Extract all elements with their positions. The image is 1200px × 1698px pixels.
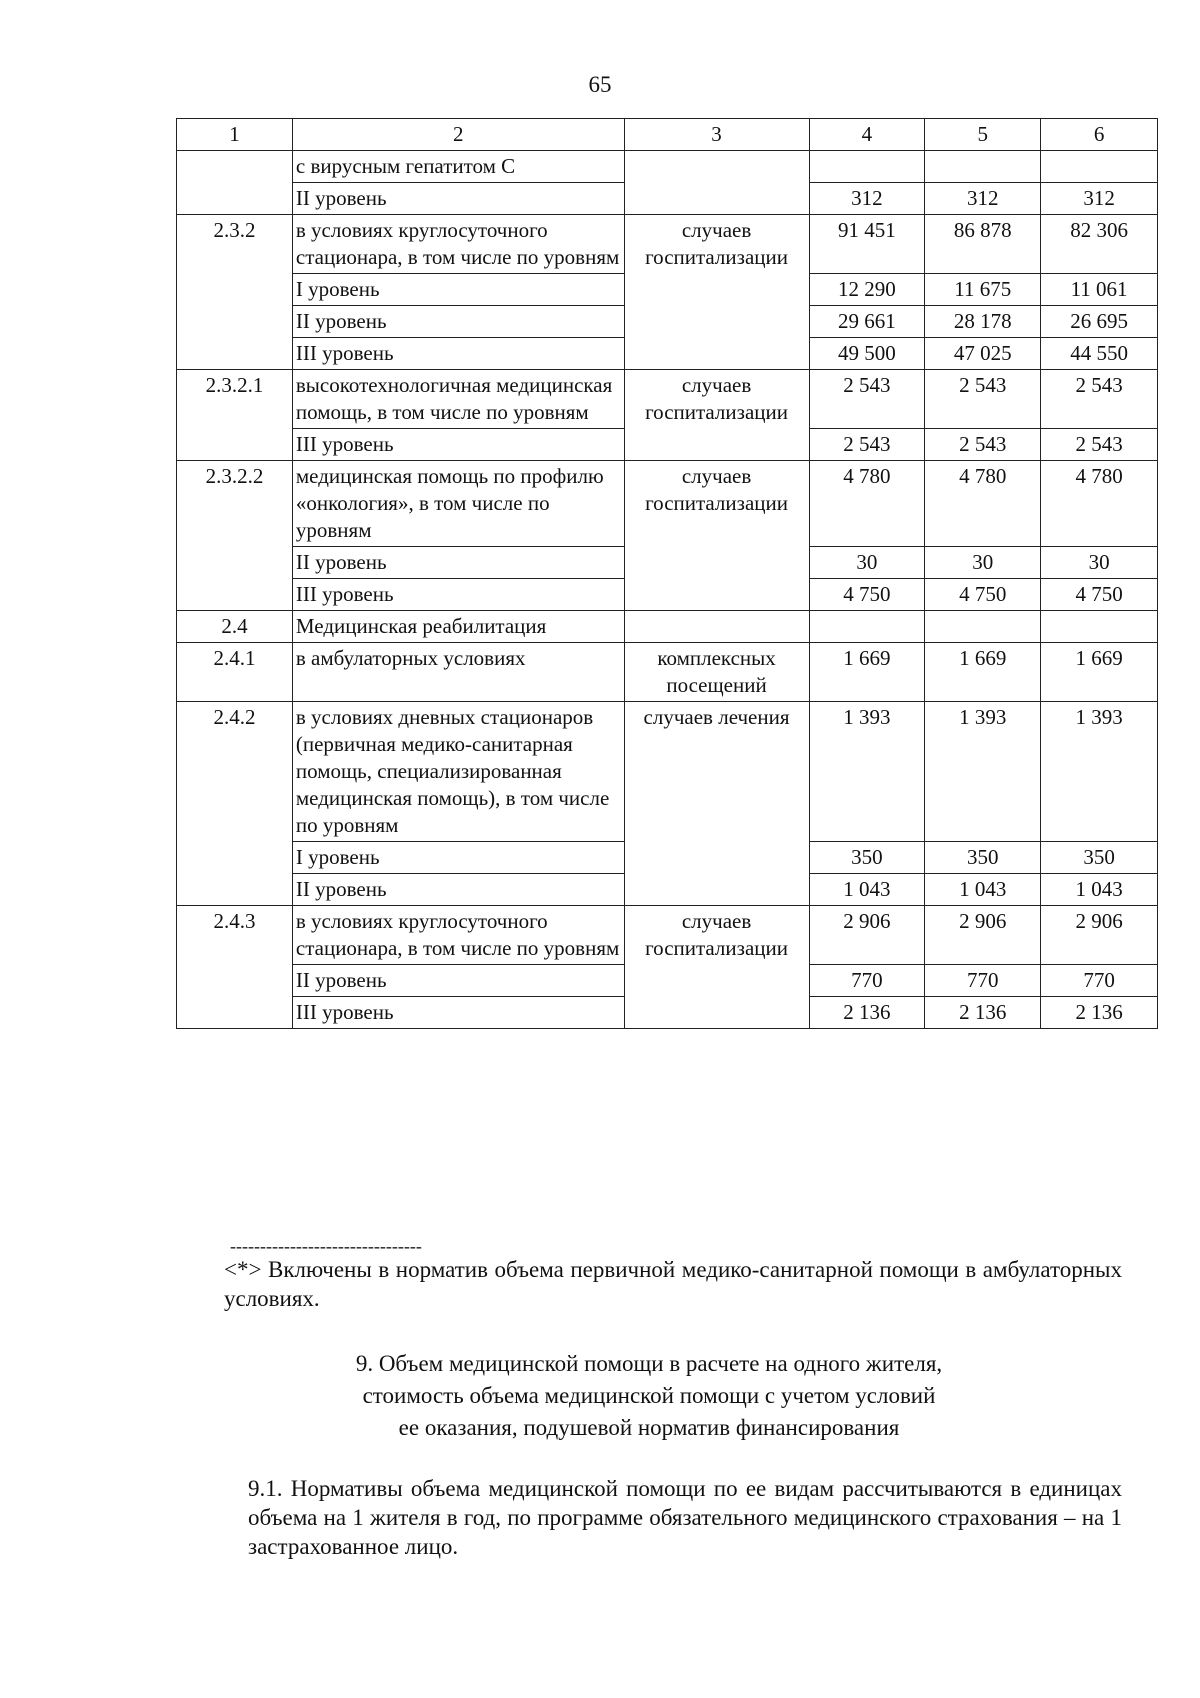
- table-cell: случаев госпитализации: [624, 370, 809, 461]
- table-cell: II уровень: [292, 874, 624, 906]
- table-cell: I уровень: [292, 274, 624, 306]
- table-cell: 770: [1041, 965, 1158, 997]
- table-cell: 4 780: [809, 461, 925, 547]
- table-cell: 2 136: [1041, 997, 1158, 1029]
- table-cell: высокотехнологичная медицинская помощь, в том числе по уровням: [292, 370, 624, 429]
- table-cell: 91 451: [809, 215, 925, 274]
- table-cell: в условиях дневных стационаров (первичная медико-санитарная помощь, специализированная медицинская помощь), в том числе по уровням: [292, 702, 624, 842]
- section-heading-line: 9. Объем медицинской помощи в расчете на одного жителя,: [355, 1351, 943, 1376]
- table-cell: в амбулаторных условиях: [292, 643, 624, 702]
- table-row: [177, 461, 1158, 547]
- table-cell: III уровень: [292, 429, 624, 461]
- column-header: 3: [624, 119, 809, 151]
- column-header: 4: [809, 119, 925, 151]
- table-cell: II уровень: [292, 306, 624, 338]
- table-cell: 1 043: [925, 874, 1041, 906]
- section-heading: [176, 1348, 1122, 1444]
- table-cell: 4 780: [925, 461, 1041, 547]
- table-cell: [809, 611, 925, 643]
- table-cell: 350: [925, 842, 1041, 874]
- table-cell: 12 290: [809, 274, 925, 306]
- table-cell: 2 543: [809, 429, 925, 461]
- table-cell: 30: [809, 547, 925, 579]
- table-cell: 2 136: [925, 997, 1041, 1029]
- table-cell: комплексных посещений: [624, 643, 809, 702]
- table-cell: II уровень: [292, 965, 624, 997]
- table-cell: 2.3.2: [177, 215, 293, 370]
- table-cell: 2 136: [809, 997, 925, 1029]
- page-number: 65: [588, 72, 612, 97]
- table-cell: [624, 611, 809, 643]
- table-cell: Медицинская реабилитация: [292, 611, 624, 643]
- table-row: [177, 370, 1158, 429]
- table-cell: 29 661: [809, 306, 925, 338]
- table-cell: 2 543: [1041, 429, 1158, 461]
- table-cell: 1 669: [809, 643, 925, 702]
- table-cell: [1041, 151, 1158, 183]
- table-cell: II уровень: [292, 183, 624, 215]
- column-header: 5: [925, 119, 1041, 151]
- table-row: [177, 906, 1158, 965]
- table-cell: 49 500: [809, 338, 925, 370]
- table-cell: [925, 611, 1041, 643]
- table-cell: 312: [809, 183, 925, 215]
- table-cell: 770: [925, 965, 1041, 997]
- table-cell: 4 750: [925, 579, 1041, 611]
- table-cell: 1 393: [925, 702, 1041, 842]
- table-cell: II уровень: [292, 547, 624, 579]
- table-cell: 2 906: [925, 906, 1041, 965]
- table-cell: [809, 151, 925, 183]
- table-cell: 2 906: [809, 906, 925, 965]
- table-cell: 1 043: [1041, 874, 1158, 906]
- table-cell: 1 393: [1041, 702, 1158, 842]
- table-cell: 4 750: [1041, 579, 1158, 611]
- table-row: [177, 611, 1158, 643]
- table-cell: 2 543: [925, 429, 1041, 461]
- table-cell: с вирусным гепатитом С: [292, 151, 624, 183]
- paragraph: [176, 1474, 1122, 1561]
- table-cell: в условиях круглосуточного стационара, в том числе по уровням: [292, 906, 624, 965]
- table-cell: 2.3.2.2: [177, 461, 293, 611]
- table-cell: 312: [1041, 183, 1158, 215]
- table-row: [177, 151, 1158, 183]
- table-cell: [624, 151, 809, 215]
- table-cell: 2.4.3: [177, 906, 293, 1029]
- table-cell: 4 750: [809, 579, 925, 611]
- table-cell: в условиях круглосуточного стационара, в том числе по уровням: [292, 215, 624, 274]
- table-cell: 1 669: [1041, 643, 1158, 702]
- table-cell: случаев госпитализации: [624, 461, 809, 611]
- table-cell: медицинская помощь по профилю «онкология», в том числе по уровням: [292, 461, 624, 547]
- table-cell: 770: [809, 965, 925, 997]
- table-cell: 30: [1041, 547, 1158, 579]
- table-cell: I уровень: [292, 842, 624, 874]
- table-cell: 86 878: [925, 215, 1041, 274]
- table-cell: 2 543: [925, 370, 1041, 429]
- table-cell: случаев госпитализации: [624, 215, 809, 370]
- table-cell: 2.4: [177, 611, 293, 643]
- table-cell: 28 178: [925, 306, 1041, 338]
- table-cell: 26 695: [1041, 306, 1158, 338]
- column-header: 2: [292, 119, 624, 151]
- table-cell: 2 906: [1041, 906, 1158, 965]
- table-cell: 1 669: [925, 643, 1041, 702]
- table-cell: 2.3.2.1: [177, 370, 293, 461]
- table-cell: 11 061: [1041, 274, 1158, 306]
- column-header: 6: [1041, 119, 1158, 151]
- table-row: [177, 215, 1158, 274]
- table-cell: 312: [925, 183, 1041, 215]
- table-cell: случаев госпитализации: [624, 906, 809, 1029]
- table-cell: 30: [925, 547, 1041, 579]
- column-header: 1: [177, 119, 293, 151]
- table-cell: 350: [1041, 842, 1158, 874]
- table-cell: III уровень: [292, 338, 624, 370]
- section-heading-line: ее оказания, подушевой норматив финансирования: [398, 1415, 900, 1440]
- norms-table: [176, 118, 1158, 1029]
- table-row: [177, 702, 1158, 842]
- table-row: [177, 643, 1158, 702]
- table-cell: [925, 151, 1041, 183]
- footnote-text: <*> Включены в норматив объема первичной медико-санитарной помощи в амбулаторных условиях.: [224, 1257, 1122, 1311]
- section-heading-line: стоимость объема медицинской помощи с учетом условий: [362, 1383, 936, 1408]
- table-cell: 2 543: [809, 370, 925, 429]
- footnote-separator: --------------------------------: [230, 1236, 422, 1256]
- table-cell: 2.4.1: [177, 643, 293, 702]
- table-cell: 1 043: [809, 874, 925, 906]
- table-cell: случаев лечения: [624, 702, 809, 906]
- paragraph-text: 9.1. Нормативы объема медицинской помощи по ее видам рассчитываются в единицах объема на 1 жителя в год, по программе обязательного медицинского страхования – на 1 застрахованное лицо.: [248, 1476, 1122, 1559]
- table-cell: [1041, 611, 1158, 643]
- table-cell: III уровень: [292, 579, 624, 611]
- table-cell: 11 675: [925, 274, 1041, 306]
- table-cell: 350: [809, 842, 925, 874]
- table-header-row: [177, 119, 1158, 151]
- table-cell: 1 393: [809, 702, 925, 842]
- table-cell: III уровень: [292, 997, 624, 1029]
- table-cell: 44 550: [1041, 338, 1158, 370]
- table-cell: 47 025: [925, 338, 1041, 370]
- table-cell: 4 780: [1041, 461, 1158, 547]
- table-cell: [177, 151, 293, 215]
- table-cell: 2 543: [1041, 370, 1158, 429]
- table-cell: 82 306: [1041, 215, 1158, 274]
- footnote: [176, 1255, 1122, 1313]
- table-cell: 2.4.2: [177, 702, 293, 906]
